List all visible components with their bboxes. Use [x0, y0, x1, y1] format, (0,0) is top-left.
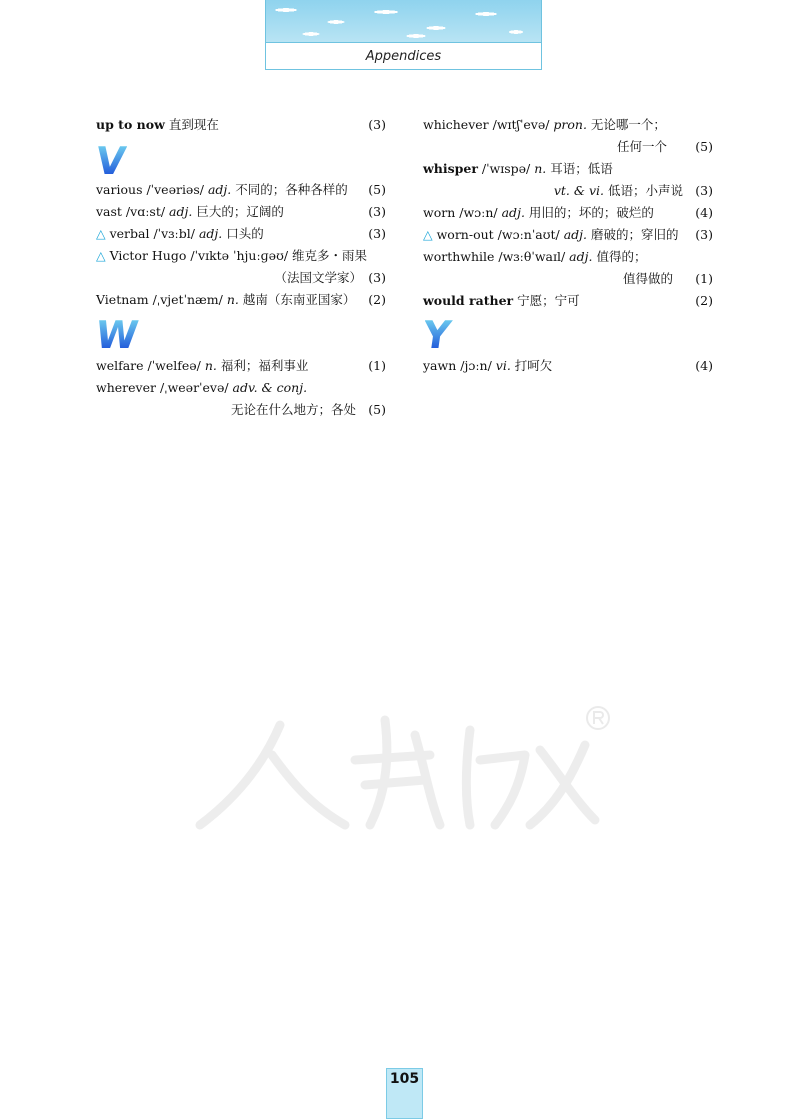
part-of-speech: pron.: [553, 117, 587, 132]
pronunciation: /ˌvjetˈnæm/: [148, 292, 227, 307]
entry-various: [96, 180, 386, 200]
entry-whisper-cont: [423, 181, 713, 201]
section-letter-y: Y: [419, 313, 454, 357]
page-number: 105: [389, 1071, 420, 1087]
entry-whichever: [423, 115, 713, 135]
part-of-speech: adj.: [569, 249, 593, 264]
entry-up-to-now: [96, 115, 386, 135]
part-of-speech: vi.: [495, 358, 511, 373]
entry-worthwhile-cont: [423, 269, 713, 289]
entry-worthwhile: [423, 247, 713, 267]
entry-vast: [96, 202, 386, 222]
headword: welfare: [96, 358, 144, 373]
entry-vietnam: [96, 290, 386, 310]
headword: worthwhile: [423, 249, 495, 264]
gloss-continuation: （法国文学家）: [274, 270, 362, 285]
gloss: 宁愿；宁可: [513, 293, 580, 308]
headword: Victor Hugo: [105, 248, 187, 263]
entry-verbal: [96, 224, 386, 244]
pronunciation: /wɜːθˈwaɪl/: [494, 249, 570, 264]
gloss: 不同的；各种各样的: [231, 182, 348, 197]
section-letter-v: V: [92, 139, 129, 183]
entry-wherever: [96, 378, 386, 398]
headword: yawn: [423, 358, 457, 373]
entry-worn-out: [423, 225, 713, 245]
headword: worn-out: [432, 227, 494, 242]
headword: whichever: [423, 117, 489, 132]
header-sky-image: [266, 0, 541, 43]
gloss: 用旧的；坏的；破烂的: [524, 205, 654, 220]
headword: whisper: [423, 161, 478, 176]
header-title: Appendices: [365, 49, 442, 64]
entry-wherever-cont: [96, 400, 386, 420]
headword: wherever: [96, 380, 156, 395]
unit-number: (3): [368, 226, 386, 241]
gloss: 福利；福利事业: [216, 358, 309, 373]
unit-number: (1): [368, 358, 386, 373]
gloss: 磨破的；穿旧的: [587, 227, 679, 242]
entry-whisper: [423, 159, 713, 179]
unit-number: (4): [695, 205, 713, 220]
part-of-speech: vt. & vi.: [553, 183, 605, 198]
publisher-watermark-logo: [180, 700, 620, 840]
pronunciation: /ˈveəriəs/: [142, 182, 208, 197]
entry-victor-hugo: [96, 246, 386, 266]
part-of-speech: adj.: [169, 204, 193, 219]
entry-would-rather: [423, 291, 713, 311]
part-of-speech: adj.: [198, 226, 223, 241]
gloss: 口头的: [222, 226, 264, 241]
part-of-speech: adj.: [563, 227, 587, 242]
pronunciation: /ˈwelfeə/: [143, 358, 205, 373]
headword: verbal: [105, 226, 150, 241]
headword: up to now: [96, 117, 165, 132]
pronunciation: /wɪtʃˈevə/: [488, 117, 554, 132]
triangle-marker-icon: △: [96, 226, 106, 241]
unit-number: (2): [368, 292, 386, 307]
gloss: 越南（东南亚国家）: [238, 292, 356, 307]
unit-number: (4): [695, 358, 713, 373]
gloss-continuation: 无论在什么地方；各处: [230, 402, 356, 417]
pronunciation: /vɑːst/: [121, 204, 170, 219]
unit-number: (5): [695, 139, 713, 154]
part-of-speech: adv. & conj.: [232, 380, 308, 395]
gloss: 直到现在: [164, 117, 219, 132]
unit-number: (5): [368, 182, 386, 197]
headword: Vietnam: [96, 292, 149, 307]
part-of-speech: n.: [226, 292, 239, 307]
unit-number: (3): [368, 117, 386, 132]
unit-number: (2): [695, 293, 713, 308]
gloss: 无论哪一个；: [586, 117, 666, 132]
pronunciation: /ˈvɜːbl/: [149, 226, 199, 241]
section-letter-w: W: [92, 313, 142, 357]
unit-number: (3): [368, 270, 386, 285]
unit-number: (3): [695, 227, 713, 242]
gloss-continuation: 任何一个: [616, 139, 667, 154]
entry-welfare: [96, 356, 386, 376]
unit-number: (1): [695, 271, 713, 286]
pronunciation: /wɔːnˈaʊt/: [493, 227, 564, 242]
gloss: 值得的；: [592, 249, 647, 264]
entry-yawn: [423, 356, 713, 376]
unit-number: (3): [368, 204, 386, 219]
unit-number: (5): [368, 402, 386, 417]
part-of-speech: n.: [204, 358, 217, 373]
gloss: 打呵欠: [510, 358, 553, 373]
gloss-continuation: 值得做的: [622, 271, 673, 286]
headword: would rather: [423, 293, 514, 308]
part-of-speech: adj.: [207, 182, 232, 197]
entry-worn: [423, 203, 713, 223]
pronunciation: /jɔːn/: [456, 358, 496, 373]
entry-victor-hugo-cont: [96, 268, 386, 288]
headword: vast: [96, 204, 122, 219]
pronunciation: /wɔːn/: [455, 205, 502, 220]
gloss: 巨大的；辽阔的: [192, 204, 284, 219]
gloss: 耳语；低语: [546, 161, 613, 176]
part-of-speech: n.: [534, 161, 547, 176]
pronunciation: /ˈvɪktə ˈhjuːɡəʊ/: [186, 248, 292, 263]
gloss-continuation: 低语；小声说: [604, 183, 683, 198]
gloss: 维克多・雨果: [292, 248, 368, 263]
triangle-marker-icon: △: [423, 227, 433, 242]
unit-number: (3): [695, 183, 713, 198]
page-number-box: [386, 1068, 423, 1119]
entry-whichever-cont: [423, 137, 713, 157]
headword: worn: [423, 205, 456, 220]
triangle-marker-icon: △: [96, 248, 106, 263]
pronunciation: /ˈwɪspə/: [477, 161, 535, 176]
running-header: [265, 0, 542, 70]
part-of-speech: adj.: [501, 205, 525, 220]
pronunciation: /ˌweərˈevə/: [155, 380, 233, 395]
headword: various: [96, 182, 143, 197]
